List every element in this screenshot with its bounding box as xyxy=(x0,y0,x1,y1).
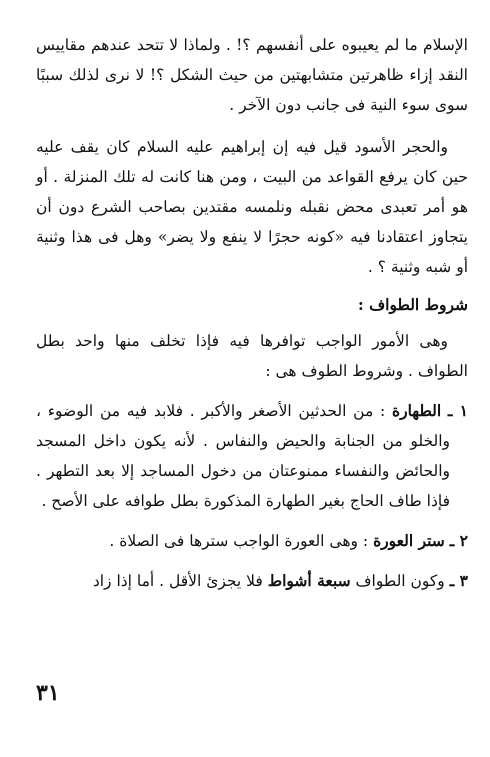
condition-number: ٢ ـ xyxy=(449,531,468,550)
condition-text: : من الحدثين الأصغر والأكبر . فلابد فيه من الوضوء ، والخلو من الجنابة والحيض والنفاس . لأنه يكون داخل المسجد والحائض والنفساء ممنوعتان من دخول المساجد إلا بعد التطهر . فإذا طاف الحاج بغير الطهارة المذكورة بطل طوافه على الأصح . xyxy=(36,402,450,510)
condition-text: : وهى العورة الواجب سترها فى الصلاة . xyxy=(109,532,374,550)
condition-text: فلا يجزئ الأقل . أما إذا زاد xyxy=(92,572,268,590)
condition-covering xyxy=(36,526,468,556)
condition-term: الطهارة xyxy=(391,401,442,420)
condition-purity xyxy=(36,396,468,516)
condition-number: ٣ ـ xyxy=(449,571,468,590)
condition-seven-rounds xyxy=(36,566,468,596)
black-stone-paragraph: والحجر الأسود قيل فيه إن إبراهيم عليه السلام كان يقف عليه حين كان يرفع القواعد من البيت ، ومن هنا كانت له تلك المنزلة . أو هو أمر تعبدى محض نقبله ونلمسه مقتدين بصاحب الشرع دون أن يتجاوز اعتقادنا فيه «كونه حجرًا لا ينفع ولا يضر» وهل فى هذا وثنية أو شبه وثنية ؟ . xyxy=(36,138,468,276)
condition-term: ستر العورة xyxy=(373,531,445,550)
condition-number: ١ ـ xyxy=(447,401,468,420)
condition-term: سبعة أشواط xyxy=(267,571,351,590)
intro-paragraph: الإسلام ما لم يعيبوه على أنفسهم ؟! . ولماذا لا تتحد عندهم مقاييس النقد إزاء ظاهرتين متشابهتين من حيث الشكل ؟! لا نرى لذلك سببًا سوى سوء النية فى جانب دون الآخر . xyxy=(36,36,468,114)
page-number: ٣١ xyxy=(36,680,60,706)
document-page xyxy=(36,30,468,596)
section-heading: شروط الطواف : xyxy=(358,295,468,314)
section-intro-paragraph: وهى الأمور الواجب توافرها فيه فإذا تخلف منها واحد بطل الطواف . وشروط الطوف هى : xyxy=(36,332,468,380)
condition-lead: وكون الطواف xyxy=(350,572,450,590)
